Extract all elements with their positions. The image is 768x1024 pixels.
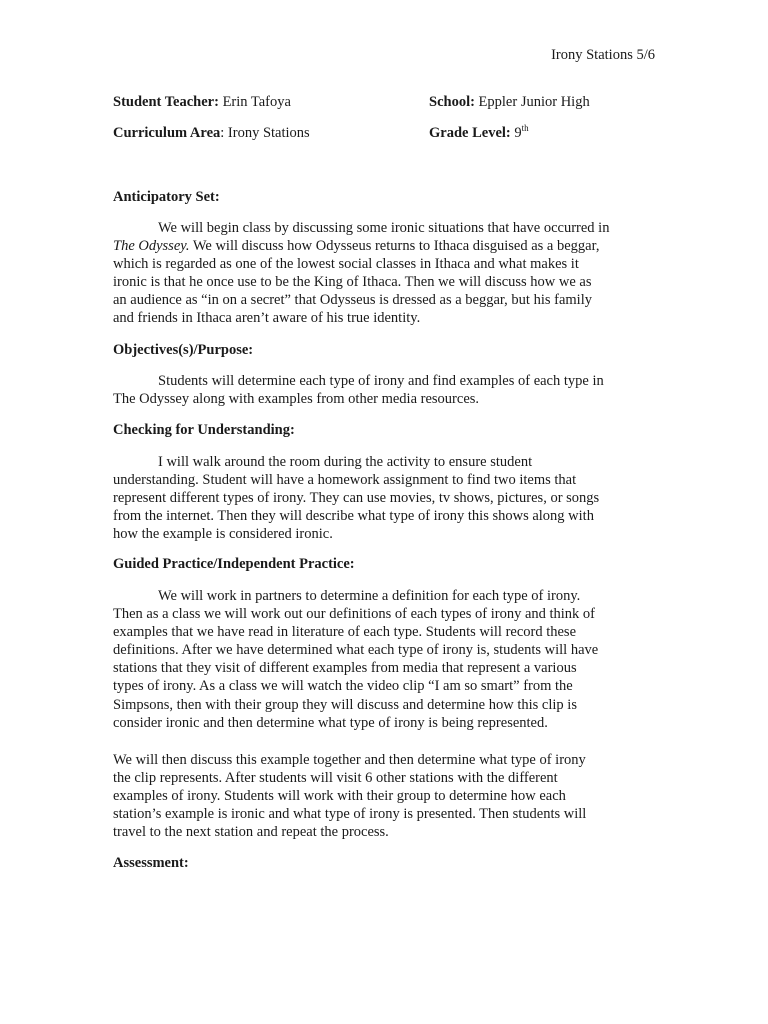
- text-line: definitions. After we have determined what each type of irony is, students will have: [113, 642, 599, 659]
- text-line: ironic is that he once use to be the King of Ithaca. Then we will discuss how we as: [113, 274, 592, 291]
- text-line: travel to the next station and repeat the process.: [113, 824, 389, 841]
- text-line: how the example is considered ironic.: [113, 526, 333, 543]
- assessment-heading: Assessment:: [113, 855, 189, 871]
- anticipatory-heading: Anticipatory Set:: [113, 189, 220, 205]
- text-line: Simpsons, then with their group they will discuss and determine how this clip is: [113, 696, 577, 713]
- student-teacher-field: [113, 94, 291, 111]
- text-line: stations that they visit of different examples from media that represent a various: [113, 660, 577, 677]
- text-line: consider ironic and then determine what type of irony is being represented.: [113, 714, 548, 731]
- text-line: We will begin class by discussing some ironic situations that have occurred in: [158, 220, 610, 236]
- grade-label: Grade Level:: [429, 125, 511, 141]
- text-line: We will work in partners to determine a definition for each type of irony.: [158, 588, 581, 604]
- text-line: examples that we have read in literature of each type. Students will record these: [113, 624, 577, 641]
- text-line: We will then discuss this example together and then determine what type of irony: [113, 752, 586, 768]
- guided-paragraph-2: [113, 751, 658, 841]
- guided-paragraph-1: [113, 587, 658, 732]
- text-line: which is regarded as one of the lowest social classes in Ithaca and what makes it: [113, 256, 579, 273]
- school-label: School:: [429, 94, 475, 110]
- grade-superscript: th: [521, 123, 529, 134]
- text-line: station’s example is ironic and what type of irony is presented. Then students will: [113, 806, 587, 823]
- curriculum-label: Curriculum Area: [113, 125, 221, 141]
- student-teacher-label: Student Teacher:: [113, 94, 219, 110]
- page-label: Irony Stations 5/6: [551, 47, 655, 63]
- curriculum-field: [113, 125, 310, 142]
- objectives-paragraph: [113, 372, 658, 408]
- text-line: Then as a class we will work out our definitions of each types of irony and think of: [113, 606, 596, 623]
- text-line: The Odyssey. We will discuss how Odysseus returns to Ithaca disguised as a beggar,: [113, 238, 600, 255]
- text-line: I will walk around the room during the activity to ensure student: [158, 454, 533, 470]
- anticipatory-paragraph: [113, 219, 658, 328]
- text-line: examples of irony. Students will work with their group to determine how each: [113, 788, 566, 805]
- text-line: The Odyssey along with examples from other media resources.: [113, 391, 480, 408]
- text-line: from the internet. Then they will describe what type of irony this shows along with: [113, 508, 594, 525]
- grade-value: 9th: [514, 123, 529, 141]
- checking-heading: Checking for Understanding:: [113, 422, 295, 438]
- odyssey-title-italic: The Odyssey.: [113, 238, 190, 255]
- text-line: the clip represents. After students will visit 6 other stations with the different: [113, 770, 558, 787]
- text-line: understanding. Student will have a homework assignment to find two items that: [113, 472, 577, 489]
- guided-heading: Guided Practice/Independent Practice:: [113, 556, 355, 572]
- text-line: Students will determine each type of irony and find examples of each type in: [158, 373, 604, 389]
- text-line: types of irony. As a class we will watch the video clip “I am so smart” from the: [113, 678, 573, 695]
- school-value: Eppler Junior High: [478, 94, 590, 110]
- objectives-heading: Objectives(s)/Purpose:: [113, 342, 254, 358]
- student-teacher-value: Erin Tafoya: [222, 94, 291, 110]
- school-field: [429, 94, 590, 111]
- curriculum-value: : Irony Stations: [220, 125, 310, 141]
- text-line: represent different types of irony. They can use movies, tv shows, pictures, or songs: [113, 490, 600, 507]
- text-line: an audience as “in on a secret” that Odysseus is dressed as a beggar, but his family: [113, 292, 592, 309]
- checking-paragraph: [113, 453, 658, 543]
- grade-field: [429, 125, 529, 142]
- text-line: and friends in Ithaca aren’t aware of his true identity.: [113, 310, 421, 327]
